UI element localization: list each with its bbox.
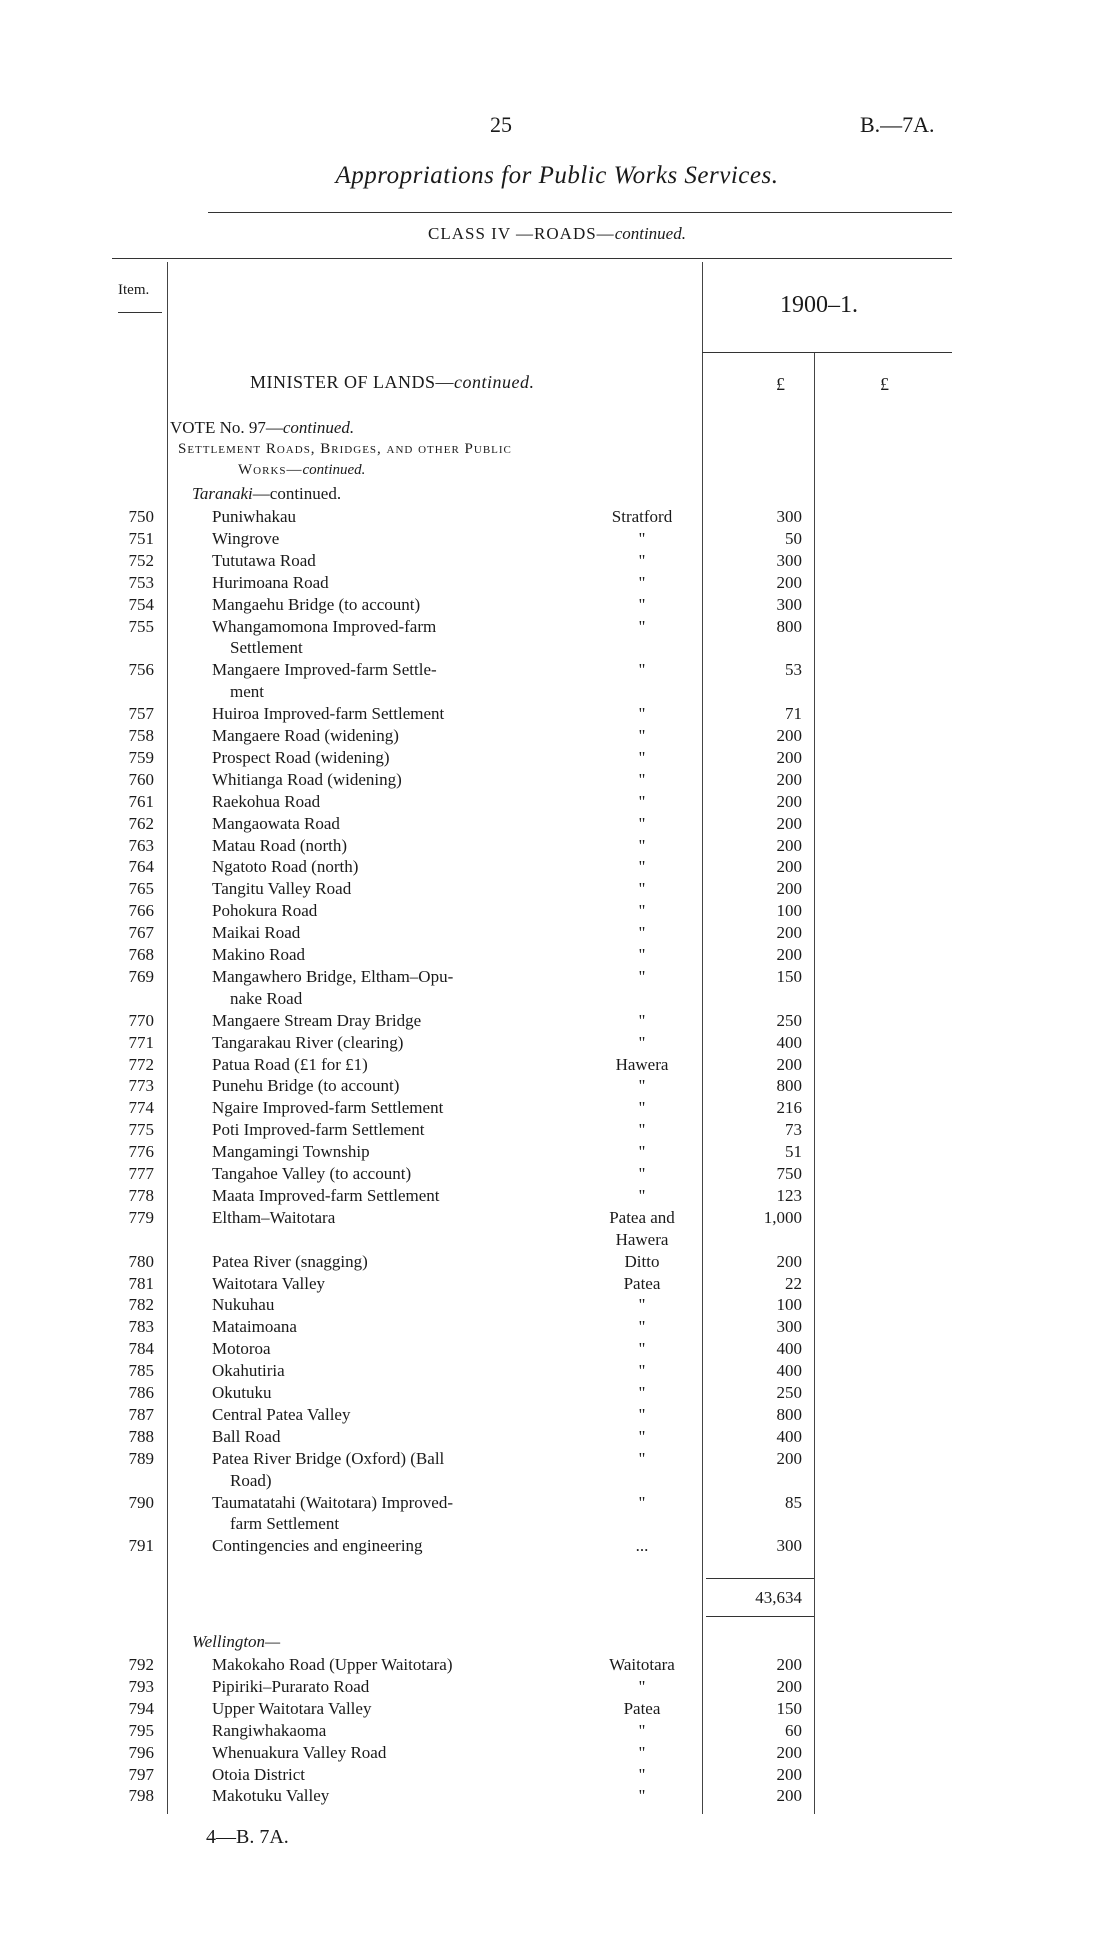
item-number: 784 <box>128 1339 154 1359</box>
item-place: " <box>638 835 646 855</box>
table-row-continuation <box>0 1513 1114 1535</box>
wellington-heading: Wellington— <box>192 1632 281 1651</box>
item-place: " <box>638 813 646 833</box>
item-name-continuation: farm Settlement <box>230 1514 340 1534</box>
item-amount: 200 <box>776 1742 802 1762</box>
table-row <box>0 1492 1114 1514</box>
item-name: Mangaere Road (widening) <box>212 726 399 745</box>
vote-heading-prefix: VOTE No. 97— <box>170 418 283 437</box>
table-row-continuation <box>0 1470 1114 1492</box>
minister-heading-suffix: continued. <box>454 372 535 392</box>
item-number: 788 <box>128 1426 154 1446</box>
item-name: Puniwhakau <box>212 507 297 526</box>
item-amount: 200 <box>776 1655 802 1674</box>
item-number: 770 <box>128 1010 154 1030</box>
item-name: Contingencies and engineering <box>212 1536 423 1556</box>
item-name: Mangaere Stream Dray Bridge <box>212 1010 422 1030</box>
class-heading <box>0 224 1114 244</box>
item-place: " <box>638 1295 646 1315</box>
item-name: Makino Road <box>212 945 306 964</box>
item-name: Ngaire Improved-farm Settlement <box>212 1098 444 1118</box>
class-heading-prefix: CLASS IV —ROADS— <box>428 224 615 243</box>
item-number: 781 <box>128 1273 154 1293</box>
item-name: Raekohua Road <box>212 791 321 811</box>
table-row <box>0 1032 1114 1054</box>
item-number: 766 <box>128 901 154 921</box>
item-number: 769 <box>128 966 154 986</box>
item-number: 768 <box>128 945 154 964</box>
item-place: " <box>638 1076 646 1096</box>
table-row <box>0 1185 1114 1207</box>
item-amount: 53 <box>785 660 802 680</box>
vote-subheading: Settlement Roads, Bridges, and other Public <box>178 441 512 457</box>
item-name: Whitianga Road (widening) <box>212 769 402 789</box>
district-heading-suffix: —continued. <box>252 484 342 503</box>
item-head-rule <box>118 312 162 313</box>
item-name: Punehu Bridge (to account) <box>212 1076 400 1096</box>
item-name: Mangaowata Road <box>212 813 340 833</box>
item-place: " <box>638 901 646 921</box>
item-number: 798 <box>128 1786 154 1806</box>
item-number: 796 <box>128 1742 154 1762</box>
item-place: " <box>638 1426 646 1446</box>
table-row <box>0 616 1114 638</box>
item-place: Ditto <box>624 1251 660 1271</box>
item-number: 751 <box>128 528 154 548</box>
item-amount: 51 <box>785 1142 802 1162</box>
item-number: 783 <box>128 1317 154 1337</box>
item-name: Tangahoe Valley (to account) <box>212 1164 412 1183</box>
item-name: Wingrove <box>212 528 280 548</box>
item-number: 775 <box>128 1120 154 1140</box>
table-row <box>0 1010 1114 1032</box>
item-place: " <box>638 704 646 724</box>
page-title: Appropriations for Public Works Services. <box>335 162 779 189</box>
item-amount: 50 <box>785 528 802 548</box>
item-number: 774 <box>128 1098 154 1118</box>
item-amount: 300 <box>776 1317 802 1337</box>
item-number: 779 <box>128 1207 154 1227</box>
item-amount: 100 <box>776 1295 802 1315</box>
table-row <box>0 1676 1114 1698</box>
item-place: " <box>638 966 646 986</box>
item-place: " <box>638 1120 646 1140</box>
table-row <box>0 1273 1114 1295</box>
table-row <box>0 1097 1114 1119</box>
item-amount: 400 <box>776 1426 802 1446</box>
table-row <box>0 1207 1114 1229</box>
item-name: Mangaere Improved-farm Settle- <box>212 660 437 680</box>
item-name: Tangitu Valley Road <box>212 879 352 899</box>
item-place: " <box>638 857 646 877</box>
item-name: Eltham–Waitotara <box>212 1207 336 1227</box>
item-name: Makokaho Road (Upper Waitotara) <box>212 1655 453 1674</box>
page-footer: 4—B. 7A. <box>206 1826 289 1848</box>
pound-header-a: £ <box>776 374 785 394</box>
item-name: Makotuku Valley <box>212 1786 330 1806</box>
item-place: " <box>638 1142 646 1162</box>
item-amount: 200 <box>776 879 802 899</box>
item-number: 772 <box>128 1054 154 1074</box>
item-number: 750 <box>128 507 154 526</box>
vote-heading <box>170 418 354 438</box>
item-name: Mangawhero Bridge, Eltham–Opu- <box>212 966 454 986</box>
table-row <box>0 1742 1114 1764</box>
item-number: 773 <box>128 1076 154 1096</box>
item-name: Patea River Bridge (Oxford) (Ball <box>212 1448 445 1468</box>
item-place: " <box>638 1164 646 1183</box>
taranaki-total: 43,634 <box>755 1588 802 1607</box>
item-amount: 200 <box>776 923 802 943</box>
table-row <box>0 528 1114 550</box>
item-number: 790 <box>128 1492 154 1512</box>
table-row <box>0 550 1114 572</box>
item-place: " <box>638 594 646 614</box>
item-name: Whenuakura Valley Road <box>212 1742 387 1762</box>
item-number: 754 <box>128 594 154 614</box>
item-place: " <box>638 1676 646 1696</box>
item-number: 795 <box>128 1720 154 1740</box>
item-place: Hawera <box>615 1054 669 1074</box>
item-amount: 800 <box>776 1076 802 1096</box>
item-amount: 250 <box>776 1383 802 1402</box>
item-name: Central Patea Valley <box>212 1404 351 1424</box>
table-row <box>0 1720 1114 1742</box>
table-row <box>0 1764 1114 1786</box>
item-name: Poti Improved-farm Settlement <box>212 1120 425 1140</box>
item-place: " <box>638 1764 646 1784</box>
table-row <box>0 1698 1114 1720</box>
item-name: Nukuhau <box>212 1295 275 1315</box>
table-row <box>0 1785 1114 1807</box>
item-name: Motoroa <box>212 1339 271 1359</box>
table-row <box>0 1535 1114 1557</box>
item-name: Otoia District <box>212 1764 306 1784</box>
table-row <box>0 1360 1114 1382</box>
table-row <box>0 572 1114 594</box>
table-row <box>0 594 1114 616</box>
item-amount: 200 <box>776 572 802 592</box>
table-row <box>0 835 1114 857</box>
item-name: Hurimoana Road <box>212 572 329 592</box>
item-number: 757 <box>128 704 154 724</box>
item-amount: 400 <box>776 1339 802 1359</box>
item-name: Upper Waitotara Valley <box>212 1698 372 1718</box>
item-amount: 200 <box>776 791 802 811</box>
item-number: 778 <box>128 1185 154 1205</box>
item-name: Huiroa Improved-farm Settlement <box>212 704 445 724</box>
item-amount: 250 <box>776 1010 802 1030</box>
item-place: " <box>638 747 646 767</box>
item-place: " <box>638 660 646 680</box>
item-place: " <box>638 945 646 964</box>
item-amount: 216 <box>776 1098 802 1118</box>
item-amount: 200 <box>776 726 802 745</box>
item-name: Mangamingi Township <box>212 1142 370 1162</box>
document-reference: B.—7A. <box>860 112 935 137</box>
item-number: 771 <box>128 1032 154 1052</box>
vote-heading-suffix: continued. <box>282 418 355 437</box>
item-place: " <box>638 572 646 592</box>
item-name: Prospect Road (widening) <box>212 747 390 767</box>
year-rule <box>702 352 952 353</box>
vote-subheading-cont-suffix: continued. <box>302 462 366 478</box>
item-place: " <box>638 528 646 548</box>
item-name: Rangiwhakaoma <box>212 1720 327 1740</box>
item-name-continuation: Road) <box>230 1470 272 1490</box>
table-row <box>0 1448 1114 1470</box>
item-place: " <box>638 769 646 789</box>
item-amount: 200 <box>776 945 802 964</box>
table-row <box>0 725 1114 747</box>
item-place: " <box>638 1383 646 1402</box>
item-amount: 200 <box>776 1448 802 1468</box>
table-row <box>0 1338 1114 1360</box>
item-name-continuation: nake Road <box>230 988 303 1008</box>
table-row <box>0 791 1114 813</box>
table-row <box>0 922 1114 944</box>
table-row <box>0 769 1114 791</box>
item-place: " <box>638 1010 646 1030</box>
item-number: 785 <box>128 1361 154 1381</box>
item-number: 782 <box>128 1295 154 1315</box>
item-amount: 300 <box>776 507 802 526</box>
table-row <box>0 747 1114 769</box>
table-row <box>0 1654 1114 1676</box>
item-number: 758 <box>128 726 154 745</box>
item-number: 759 <box>128 747 154 767</box>
item-number: 764 <box>128 857 154 877</box>
item-name: Maata Improved-farm Settlement <box>212 1185 440 1205</box>
item-number: 756 <box>128 660 154 680</box>
item-place: " <box>638 879 646 899</box>
item-place: " <box>638 1404 646 1424</box>
item-place: " <box>638 923 646 943</box>
table-row-continuation <box>0 681 1114 703</box>
item-name: Ngatoto Road (north) <box>212 857 359 877</box>
item-amount: 150 <box>776 1698 802 1718</box>
item-amount: 200 <box>776 1764 802 1784</box>
item-number: 789 <box>128 1448 154 1468</box>
item-place: " <box>638 1742 646 1762</box>
item-amount: 200 <box>776 857 802 877</box>
item-amount: 1,000 <box>763 1207 802 1227</box>
table-row <box>0 1119 1114 1141</box>
year-header: 1900–1. <box>780 292 858 318</box>
pound-header-b: £ <box>880 374 889 394</box>
minister-heading <box>250 372 535 393</box>
item-number: 763 <box>128 835 154 855</box>
total-bottom-rule <box>706 1616 814 1617</box>
item-number: 777 <box>128 1164 154 1183</box>
item-amount: 73 <box>785 1120 802 1140</box>
item-place: " <box>638 1361 646 1381</box>
item-place: " <box>638 550 646 570</box>
table-row <box>0 1251 1114 1273</box>
item-place: " <box>638 1317 646 1337</box>
item-amount: 200 <box>776 747 802 767</box>
table-row <box>0 1294 1114 1316</box>
item-number: 752 <box>128 550 154 570</box>
item-name: Pohokura Road <box>212 901 318 921</box>
item-place: " <box>638 1098 646 1118</box>
table-row <box>0 659 1114 681</box>
table-row <box>0 944 1114 966</box>
item-number: 762 <box>128 813 154 833</box>
table-row-continuation <box>0 1229 1114 1251</box>
item-name: Tangarakau River (clearing) <box>212 1032 404 1052</box>
item-number: 776 <box>128 1142 154 1162</box>
item-name: Mataimoana <box>212 1317 297 1337</box>
table-row-continuation <box>0 637 1114 659</box>
item-place: " <box>638 1185 646 1205</box>
item-number: 786 <box>128 1383 154 1402</box>
title-rule <box>208 212 952 213</box>
item-name: Mangaehu Bridge (to account) <box>212 594 421 614</box>
item-number: 797 <box>128 1764 154 1784</box>
item-name: Patea River (snagging) <box>212 1251 368 1271</box>
item-name: Taumatatahi (Waitotara) Improved- <box>212 1492 453 1512</box>
minister-heading-prefix: MINISTER OF LANDS— <box>250 372 455 392</box>
item-place: " <box>638 1448 646 1468</box>
item-name: Patua Road (£1 for £1) <box>212 1054 368 1074</box>
item-place: Patea and <box>609 1207 675 1227</box>
item-amount: 300 <box>776 550 802 570</box>
table-row <box>0 1163 1114 1185</box>
item-place-continuation: Hawera <box>615 1229 669 1249</box>
item-name: Okahutiria <box>212 1361 285 1381</box>
item-number: 794 <box>128 1698 154 1718</box>
item-place: " <box>638 1786 646 1806</box>
item-place: ... <box>635 1536 649 1556</box>
page-number: 25 <box>490 112 512 137</box>
item-name: Okutuku <box>212 1383 272 1402</box>
item-amount: 71 <box>785 704 802 724</box>
item-amount: 800 <box>776 616 802 636</box>
item-place: " <box>638 791 646 811</box>
item-amount: 200 <box>776 1251 802 1271</box>
item-amount: 750 <box>776 1164 802 1183</box>
item-name: Whangamomona Improved-farm <box>212 616 437 636</box>
table-row <box>0 1054 1114 1076</box>
item-amount: 200 <box>776 1786 802 1806</box>
item-amount: 800 <box>776 1404 802 1424</box>
item-number: 787 <box>128 1404 154 1424</box>
table-row <box>0 1141 1114 1163</box>
district-heading-name: Taranaki <box>192 484 253 503</box>
item-number: 760 <box>128 769 154 789</box>
item-amount: 300 <box>776 1536 802 1556</box>
table-row <box>0 1075 1114 1097</box>
table-row <box>0 506 1114 528</box>
item-amount: 200 <box>776 1676 802 1696</box>
item-name-continuation: ment <box>230 682 264 702</box>
table-row <box>0 856 1114 878</box>
district-heading <box>192 484 341 504</box>
item-place: " <box>638 1032 646 1052</box>
table-row-continuation <box>0 988 1114 1010</box>
item-place: Stratford <box>611 507 673 526</box>
table-row <box>0 878 1114 900</box>
item-number: 767 <box>128 923 154 943</box>
vote-subheading-cont <box>238 462 365 479</box>
table-top-rule <box>112 258 952 259</box>
item-place: " <box>638 1339 646 1359</box>
total-top-rule <box>706 1578 814 1579</box>
item-amount: 200 <box>776 813 802 833</box>
item-amount: 400 <box>776 1361 802 1381</box>
item-name: Tututawa Road <box>212 550 316 570</box>
table-row <box>0 1382 1114 1404</box>
item-name: Pipiriki–Purarato Road <box>212 1676 370 1696</box>
item-name-continuation: Settlement <box>230 638 303 658</box>
item-number: 765 <box>128 879 154 899</box>
item-place: Patea <box>623 1273 661 1293</box>
item-place: Waitotara <box>609 1655 675 1674</box>
class-heading-suffix: continued. <box>614 224 686 243</box>
item-amount: 200 <box>776 1054 802 1074</box>
item-number: 791 <box>128 1536 154 1556</box>
item-amount: 60 <box>785 1720 802 1740</box>
item-amount: 400 <box>776 1032 802 1052</box>
item-amount: 200 <box>776 769 802 789</box>
item-amount: 200 <box>776 835 802 855</box>
table-row <box>0 813 1114 835</box>
vote-subheading-cont-prefix: Works— <box>238 462 303 478</box>
table-row <box>0 1404 1114 1426</box>
item-amount: 150 <box>776 966 802 986</box>
table-row <box>0 1426 1114 1448</box>
item-place: " <box>638 616 646 636</box>
item-name: Waitotara Valley <box>212 1273 326 1293</box>
item-number: 793 <box>128 1676 154 1696</box>
item-number: 753 <box>128 572 154 592</box>
item-number: 780 <box>128 1251 154 1271</box>
table-row <box>0 966 1114 988</box>
item-place: " <box>638 726 646 745</box>
item-name: Maikai Road <box>212 923 301 943</box>
item-amount: 300 <box>776 594 802 614</box>
item-amount: 22 <box>785 1273 802 1293</box>
item-number: 792 <box>128 1655 154 1674</box>
table-row <box>0 703 1114 725</box>
item-number: 755 <box>128 616 154 636</box>
item-place: " <box>638 1492 646 1512</box>
item-number: 761 <box>128 791 154 811</box>
item-name: Matau Road (north) <box>212 835 348 855</box>
item-column-header: Item. <box>118 282 150 298</box>
item-amount: 100 <box>776 901 802 921</box>
item-name: Ball Road <box>212 1426 281 1446</box>
item-amount: 85 <box>785 1492 802 1512</box>
item-amount: 123 <box>776 1185 802 1205</box>
table-row <box>0 1316 1114 1338</box>
item-place: Patea <box>623 1698 661 1718</box>
table-row <box>0 900 1114 922</box>
item-place: " <box>638 1720 646 1740</box>
